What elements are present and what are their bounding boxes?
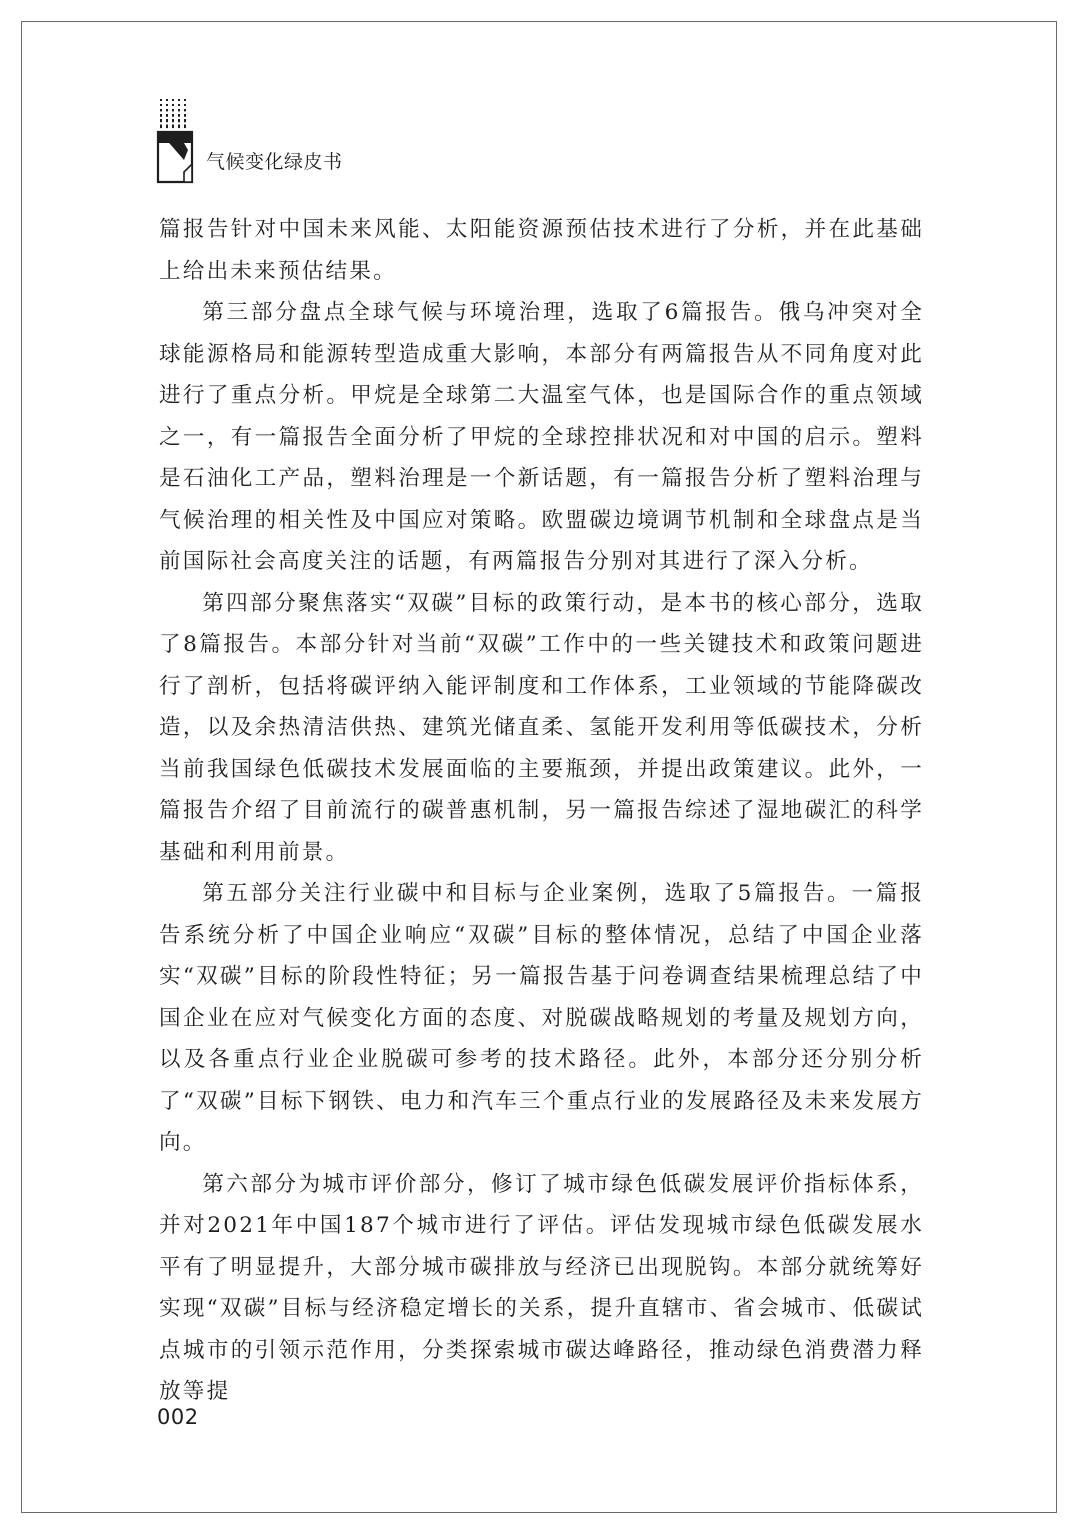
paragraph: 第五部分关注行业碳中和目标与企业案例，选取了5篇报告。一篇报告系统分析了中国企业响应“双碳”目标的整体情况，总结了中国企业落实“双碳”目标的阶段性特征；另一篇报告基于问卷调查结果梳理总结了中国企业在应对气候变化方面的态度、对脱碳战略规划的考量及规划方向，以及各重点行业企业脱碳可参考的技术路径。此外，本部分还分别分析了“双碳”目标下钢铁、电力和汽车三个重点行业的发展路径及未来发展方向。 — [159, 881, 924, 1155]
paragraph: 篇报告针对中国未来风能、太阳能资源预估技术进行了分析，并在此基础上给出未来预估结果。 — [159, 217, 924, 284]
paragraph: 第六部分为城市评价部分，修订了城市绿色低碳发展评价指标体系，并对2021年中国187个城市进行了评估。评估发现城市绿色低碳发展水平有了明显提升，大部分城市碳排放与经济已出现脱钩。本部分就统筹好实现“双碳”目标与经济稳定增长的关系，提升直辖市、省会城市、低碳试点城市的引领示范作用，分类探索城市碳达峰路径，推动绿色消费潜力释放等提 — [159, 1171, 924, 1404]
page-number: 002 — [157, 1405, 199, 1429]
book-series-logo-icon — [156, 98, 202, 184]
body-text — [159, 209, 924, 1413]
paragraph: 第四部分聚焦落实“双碳”目标的政策行动，是本书的核心部分，选取了8篇报告。本部分针对当前“双碳”工作中的一些关键技术和政策问题进行了剖析，包括将碳评纳入能评制度和工作体系，工业领域的节能降碳改造，以及余热清洁供热、建筑光储直柔、氢能开发利用等低碳技术，分析当前我国绿色低碳技术发展面临的主要瓶颈，并提出政策建议。此外，一篇报告介绍了目前流行的碳普惠机制，另一篇报告综述了湿地碳汇的科学基础和利用前景。 — [159, 590, 924, 865]
paragraph: 第三部分盘点全球气候与环境治理，选取了6篇报告。俄乌冲突对全球能源格局和能源转型造成重大影响，本部分有两篇报告从不同角度对此进行了重点分析。甲烷是全球第二大温室气体，也是国际合作的重点领域之一，有一篇报告全面分析了甲烷的全球控排状况和对中国的启示。塑料是石油化工产品，塑料治理是一个新话题，有一篇报告分析了塑料治理与气候治理的相关性及中国应对策略。欧盟碳边境调节机制和全球盘点是当前国际社会高度关注的话题，有两篇报告分别对其进行了深入分析。 — [159, 300, 924, 574]
page-header — [156, 98, 456, 188]
book-title: 气候变化绿皮书 — [206, 151, 343, 173]
